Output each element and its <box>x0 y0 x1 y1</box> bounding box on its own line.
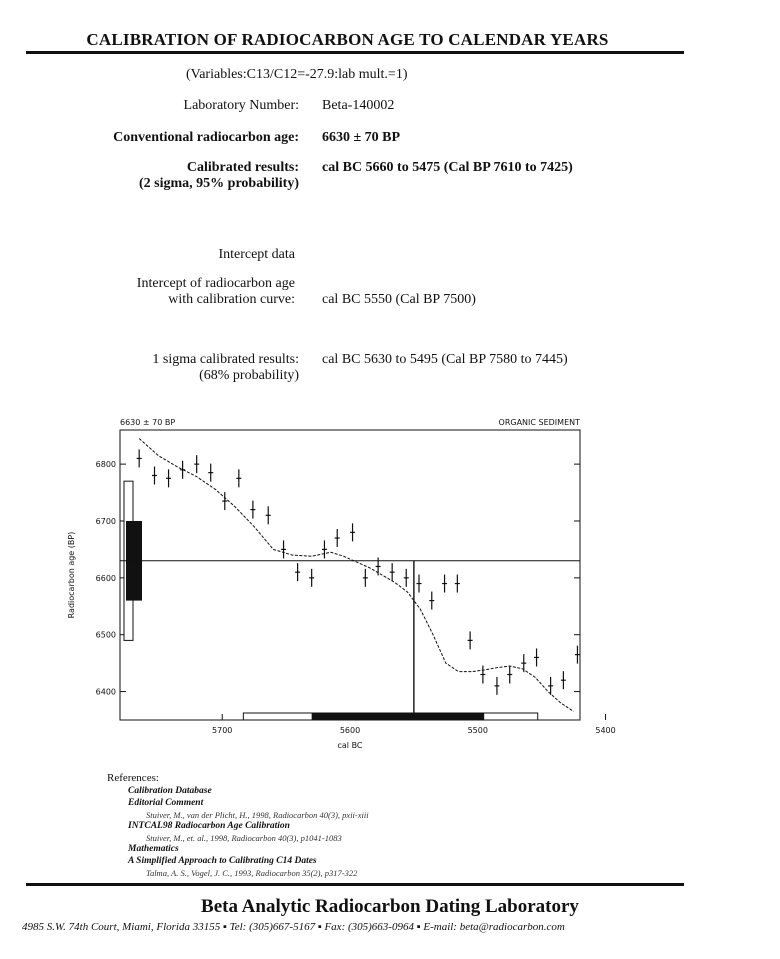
variables-text: (Variables:C13/C12=-27.9:lab mult.=1) <box>186 67 408 82</box>
intercept-label-1: Intercept of radiocarbon age <box>136 276 295 291</box>
reference-title: INTCAL98 Radiocarbon Age Calibration <box>128 821 290 831</box>
lab-name: Beta Analytic Radiocarbon Dating Laboratory <box>201 896 579 917</box>
x-tick-label: 5400 <box>595 726 616 735</box>
reference-title: A Simplified Approach to Calibrating C14 Dates <box>128 856 317 866</box>
lab-number-value: Beta-140002 <box>322 98 395 113</box>
chart-title-left: 6630 ± 70 BP <box>120 418 176 427</box>
one-sigma-label-2: (68% probability) <box>199 368 299 383</box>
lab-address: 4985 S.W. 74th Court, Miami, Florida 33155 ▪ Tel: (305)667-5167 ▪ Fax: (305)663-0964 ▪ E-mail: beta@radiocarbon.com <box>22 921 565 933</box>
chart-title-right: ORGANIC SEDIMENT <box>498 418 580 427</box>
calibrated-sublabel: (2 sigma, 95% probability) <box>139 176 299 191</box>
y-tick-label: 6400 <box>95 687 116 697</box>
conv-age-value: 6630 ± 70 BP <box>322 130 401 145</box>
page-title: CALIBRATION OF RADIOCARBON AGE TO CALENDAR YEARS <box>86 30 609 49</box>
lab-number-label: Laboratory Number: <box>183 98 299 113</box>
sigma1-cal-range <box>312 713 485 720</box>
intercept-label-2: with calibration curve: <box>168 292 295 307</box>
calibrated-value: cal BC 5660 to 5475 (Cal BP 7610 to 7425) <box>322 160 573 175</box>
y-tick-label: 6600 <box>95 573 116 583</box>
one-sigma-value: cal BC 5630 to 5495 (Cal BP 7580 to 7445) <box>322 352 568 367</box>
intercept-heading: Intercept data <box>218 247 295 262</box>
footer-rule <box>26 883 684 886</box>
calibration-chart <box>60 408 616 770</box>
reference-title: Editorial Comment <box>128 798 204 808</box>
reference-citation: Stuiver, M., et. al., 1998, Radiocarbon 40(3), p1041-1083 <box>146 833 342 843</box>
calibrated-label: Calibrated results: <box>186 160 299 175</box>
intercept-value: cal BC 5550 (Cal BP 7500) <box>322 292 476 307</box>
y-tick-label: 6800 <box>95 460 116 470</box>
header-rule <box>26 51 684 54</box>
y-tick-label: 6700 <box>95 516 116 526</box>
reference-citation: Stuiver, M., van der Plicht, H., 1998, Radiocarbon 40(3), pxii-xiii <box>146 810 369 820</box>
x-tick-label: 5500 <box>467 726 488 735</box>
reference-title: Mathematics <box>128 844 179 854</box>
y-axis-label: Radiocarbon age (BP) <box>67 531 76 619</box>
y-tick-label: 6500 <box>95 630 116 640</box>
calibration-curve <box>139 439 573 712</box>
one-sigma-label-1: 1 sigma calibrated results: <box>152 352 299 367</box>
plot-frame <box>120 430 580 720</box>
x-tick-label: 5600 <box>339 726 361 735</box>
reference-title: Calibration Database <box>128 786 212 796</box>
reference-citation: Talma, A. S., Vogel, J. C., 1993, Radiocarbon 35(2), p317-322 <box>146 868 358 878</box>
x-axis-label: cal BC <box>337 741 363 750</box>
references-heading: References: <box>107 772 159 784</box>
conv-age-label: Conventional radiocarbon age: <box>113 130 299 145</box>
x-tick-label: 5700 <box>212 726 233 735</box>
